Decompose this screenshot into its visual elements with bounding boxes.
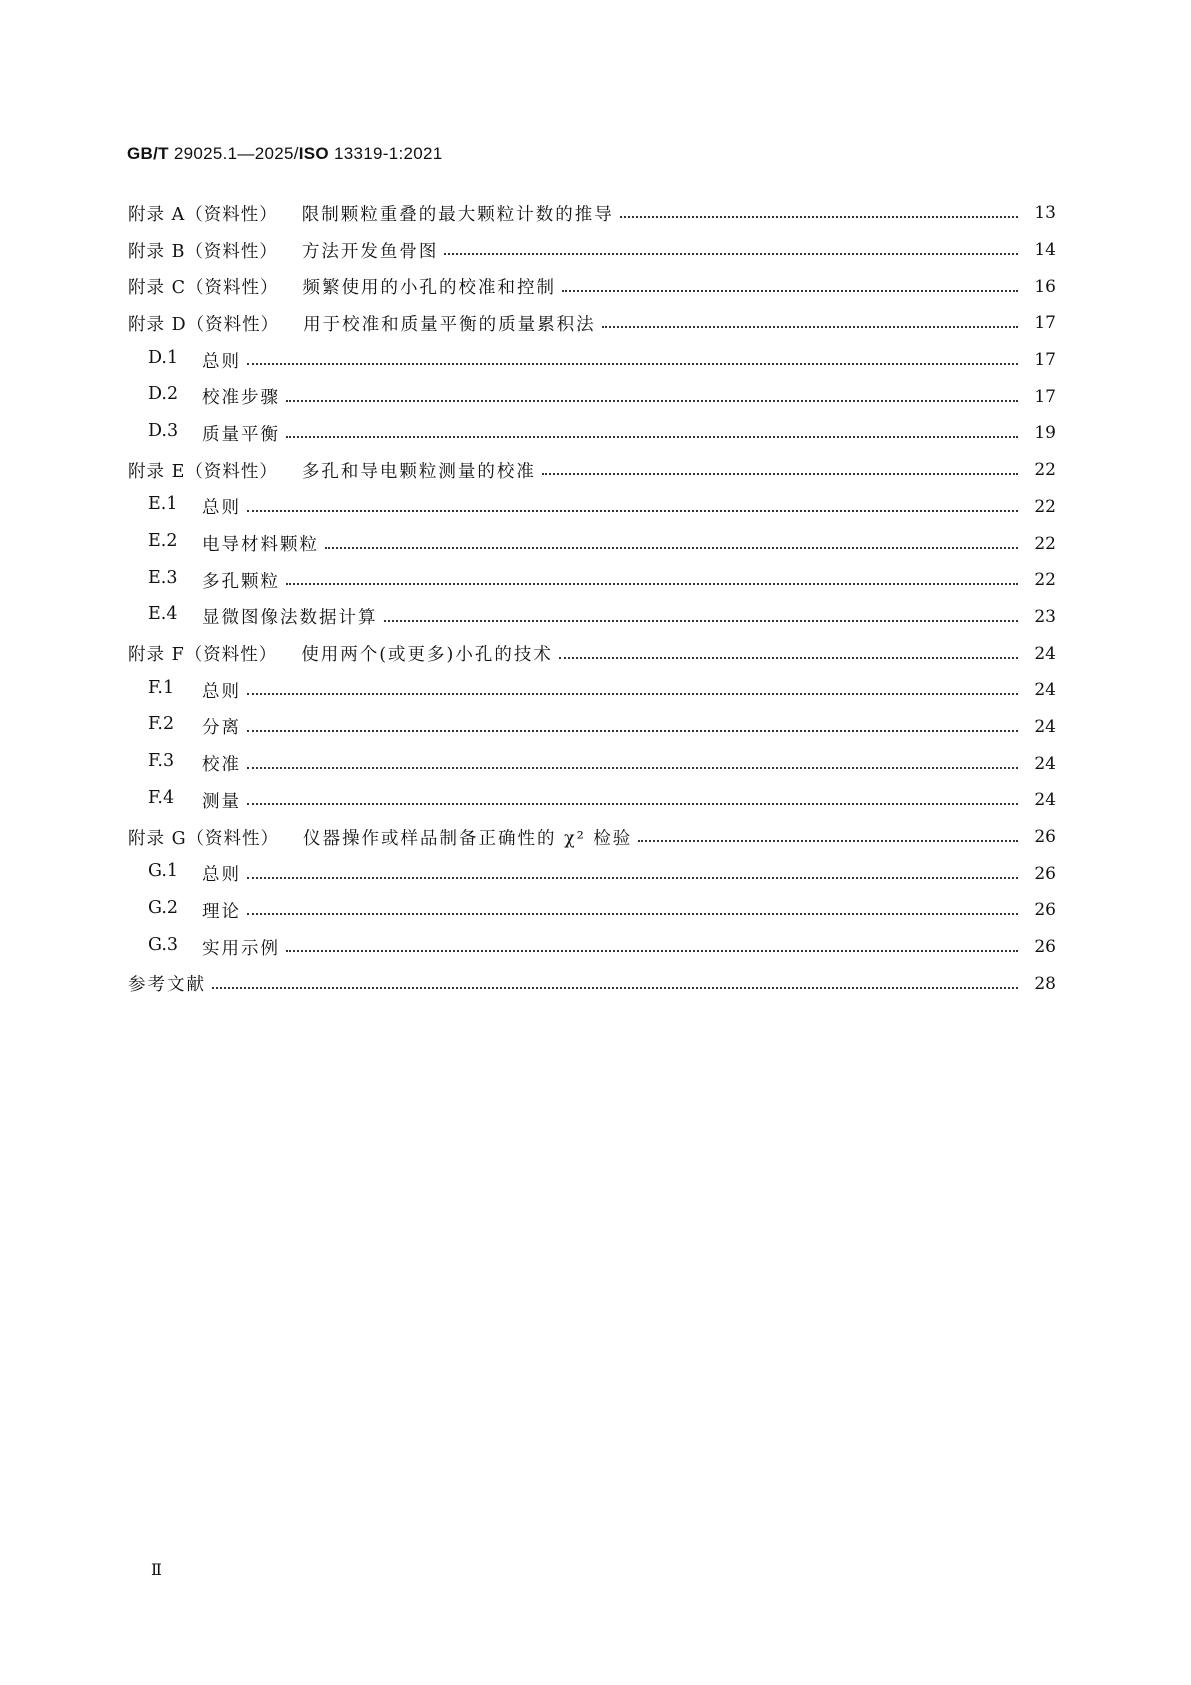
toc-entry-number: E.3 bbox=[148, 567, 178, 588]
dot-leader bbox=[384, 620, 1019, 622]
toc-entry-label bbox=[128, 421, 280, 446]
toc-entry-title: 参考文献 bbox=[128, 975, 206, 996]
toc-entry-title: 总则 bbox=[202, 351, 241, 372]
toc-entry-title: 分离 bbox=[202, 718, 241, 739]
toc-entry-label bbox=[128, 531, 319, 556]
toc-entry-label bbox=[128, 201, 614, 226]
toc-entry[interactable] bbox=[128, 599, 1056, 636]
toc-entry-title: 用于校准和质量平衡的质量累积法 bbox=[303, 314, 596, 335]
toc-entry-page: 14 bbox=[1034, 240, 1056, 261]
toc-entry-title: 显微图像法数据计算 bbox=[202, 608, 378, 629]
toc-entry-number: F.1 bbox=[148, 677, 175, 698]
toc-entry-title: 限制颗粒重叠的最大颗粒计数的推导 bbox=[301, 204, 614, 225]
toc-entry[interactable] bbox=[128, 268, 1056, 305]
toc-entry-page: 19 bbox=[1034, 423, 1056, 444]
toc-entry-label bbox=[128, 861, 241, 886]
dot-leader bbox=[286, 583, 1018, 585]
toc-entry-label bbox=[128, 311, 596, 336]
toc-entry-page: 28 bbox=[1034, 973, 1056, 994]
toc-entry-page: 22 bbox=[1034, 496, 1056, 517]
toc-entry-page: 13 bbox=[1034, 203, 1056, 224]
toc-entry-title: 总则 bbox=[202, 681, 241, 702]
toc-entry-title: 频繁使用的小孔的校准和控制 bbox=[302, 278, 556, 299]
toc-entry-page: 22 bbox=[1034, 533, 1056, 554]
toc-entry-label bbox=[128, 604, 378, 629]
toc-entry-number: F.4 bbox=[148, 787, 175, 808]
dot-leader bbox=[212, 987, 1018, 989]
toc-entry-page: 22 bbox=[1034, 460, 1056, 481]
toc-entry-number: E.2 bbox=[148, 531, 178, 552]
toc-entry-label bbox=[128, 568, 280, 593]
toc-entry-page: 16 bbox=[1034, 276, 1056, 297]
toc-entry[interactable] bbox=[128, 232, 1056, 269]
dot-leader bbox=[602, 326, 1018, 328]
toc-entry[interactable] bbox=[128, 378, 1056, 415]
dot-leader bbox=[286, 950, 1018, 952]
toc-entry-title: 总则 bbox=[202, 865, 241, 886]
toc-entry-title: 电导材料颗粒 bbox=[202, 535, 319, 556]
toc-entry-title: 测量 bbox=[202, 791, 241, 812]
standard-prefix: GB/T bbox=[127, 144, 169, 163]
dot-leader bbox=[286, 436, 1018, 438]
toc-entry[interactable] bbox=[128, 855, 1056, 892]
toc-entry[interactable] bbox=[128, 745, 1056, 782]
toc-entry-number: 附录 E（资料性） bbox=[128, 461, 278, 482]
iso-number: 13319-1:2021 bbox=[333, 144, 443, 163]
toc-entry[interactable] bbox=[128, 562, 1056, 599]
toc-entry[interactable] bbox=[128, 452, 1056, 489]
dot-leader bbox=[247, 730, 1018, 732]
toc-entry-page: 23 bbox=[1034, 606, 1056, 627]
toc-entry-number: 附录 B（资料性） bbox=[128, 241, 278, 262]
toc-entry-page: 26 bbox=[1034, 827, 1056, 848]
toc-entry-number: G.2 bbox=[148, 897, 179, 918]
toc-entry-number: G.3 bbox=[148, 934, 179, 955]
toc-entry[interactable] bbox=[128, 965, 1056, 1002]
standard-number: 29025.1—2025/ bbox=[173, 144, 299, 163]
table-of-contents bbox=[128, 195, 1056, 1002]
toc-entry-page: 24 bbox=[1034, 643, 1056, 664]
dot-leader bbox=[559, 657, 1018, 659]
toc-entry-label bbox=[128, 898, 241, 923]
toc-entry-title: 多孔和导电颗粒测量的校准 bbox=[301, 461, 536, 482]
toc-entry-number: 附录 C（资料性） bbox=[128, 278, 279, 299]
toc-entry[interactable] bbox=[128, 672, 1056, 709]
toc-entry-number: D.2 bbox=[148, 384, 179, 405]
toc-entry-label bbox=[128, 751, 241, 776]
dot-leader bbox=[325, 547, 1018, 549]
toc-entry-page: 26 bbox=[1034, 863, 1056, 884]
toc-entry-number: 附录 A（资料性） bbox=[128, 204, 278, 225]
toc-entry[interactable] bbox=[128, 415, 1056, 452]
toc-entry-title: 理论 bbox=[202, 901, 241, 922]
toc-entry-page: 24 bbox=[1034, 680, 1056, 701]
dot-leader bbox=[247, 693, 1018, 695]
toc-entry-title: 总则 bbox=[202, 498, 241, 519]
toc-entry-page: 24 bbox=[1034, 716, 1056, 737]
toc-entry-label bbox=[128, 384, 280, 409]
toc-entry-label bbox=[128, 971, 206, 996]
toc-entry-title: 仪器操作或样品制备正确性的 χ² 检验 bbox=[303, 828, 633, 849]
toc-entry-title: 多孔颗粒 bbox=[202, 571, 280, 592]
dot-leader bbox=[247, 913, 1018, 915]
toc-entry-page: 17 bbox=[1034, 313, 1056, 334]
toc-entry-title: 实用示例 bbox=[202, 938, 280, 959]
dot-leader bbox=[444, 253, 1018, 255]
toc-entry-label bbox=[128, 714, 241, 739]
dot-leader bbox=[247, 363, 1018, 365]
toc-entry-label bbox=[128, 678, 241, 703]
toc-entry-label bbox=[128, 788, 241, 813]
toc-entry-number: E.4 bbox=[148, 604, 178, 625]
toc-entry[interactable] bbox=[128, 489, 1056, 526]
toc-entry-number: F.3 bbox=[148, 751, 175, 772]
toc-entry-title: 校准步骤 bbox=[202, 388, 280, 409]
toc-entry[interactable] bbox=[128, 195, 1056, 232]
dot-leader bbox=[562, 290, 1018, 292]
toc-entry[interactable] bbox=[128, 709, 1056, 746]
toc-entry[interactable] bbox=[128, 819, 1056, 856]
toc-entry-label bbox=[128, 641, 553, 666]
toc-entry-page: 22 bbox=[1034, 570, 1056, 591]
dot-leader bbox=[247, 767, 1018, 769]
dot-leader bbox=[286, 400, 1018, 402]
toc-entry[interactable] bbox=[128, 635, 1056, 672]
toc-entry-title: 方法开发鱼骨图 bbox=[301, 241, 439, 262]
toc-entry-label bbox=[128, 825, 632, 850]
toc-entry-page: 26 bbox=[1034, 900, 1056, 921]
toc-entry-label bbox=[128, 274, 556, 299]
dot-leader bbox=[542, 473, 1018, 475]
toc-entry-page: 24 bbox=[1034, 790, 1056, 811]
document-header bbox=[127, 144, 443, 164]
toc-entry-number: D.1 bbox=[148, 347, 179, 368]
toc-entry[interactable] bbox=[128, 305, 1056, 342]
dot-leader bbox=[247, 510, 1018, 512]
dot-leader bbox=[247, 803, 1018, 805]
toc-entry-title: 质量平衡 bbox=[202, 424, 280, 445]
toc-entry-page: 17 bbox=[1034, 350, 1056, 371]
toc-entry-label bbox=[128, 494, 241, 519]
toc-entry-number: F.2 bbox=[148, 714, 175, 735]
toc-entry-title: 校准 bbox=[202, 755, 241, 776]
dot-leader bbox=[638, 840, 1018, 842]
toc-entry-page: 24 bbox=[1034, 753, 1056, 774]
toc-entry-page: 17 bbox=[1034, 386, 1056, 407]
toc-entry-label bbox=[128, 348, 241, 373]
toc-entry-number: D.3 bbox=[148, 420, 179, 441]
toc-entry-title: 使用两个(或更多)小孔的技术 bbox=[301, 645, 553, 666]
toc-entry-label bbox=[128, 238, 438, 263]
toc-entry-number: E.1 bbox=[148, 494, 178, 515]
toc-entry-number: 附录 F（资料性） bbox=[128, 645, 278, 666]
dot-leader bbox=[620, 216, 1018, 218]
toc-entry-number: 附录 G（资料性） bbox=[128, 828, 280, 849]
toc-entry[interactable] bbox=[128, 929, 1056, 966]
toc-entry[interactable] bbox=[128, 342, 1056, 379]
toc-entry-number: 附录 D（资料性） bbox=[128, 314, 280, 335]
iso-prefix: ISO bbox=[298, 144, 329, 163]
toc-entry[interactable] bbox=[128, 782, 1056, 819]
toc-entry[interactable] bbox=[128, 525, 1056, 562]
page-number: Ⅱ bbox=[151, 1560, 162, 1579]
toc-entry[interactable] bbox=[128, 892, 1056, 929]
dot-leader bbox=[247, 877, 1018, 879]
toc-entry-number: G.1 bbox=[148, 861, 179, 882]
toc-entry-label bbox=[128, 458, 536, 483]
toc-entry-page: 26 bbox=[1034, 937, 1056, 958]
toc-entry-label bbox=[128, 935, 280, 960]
